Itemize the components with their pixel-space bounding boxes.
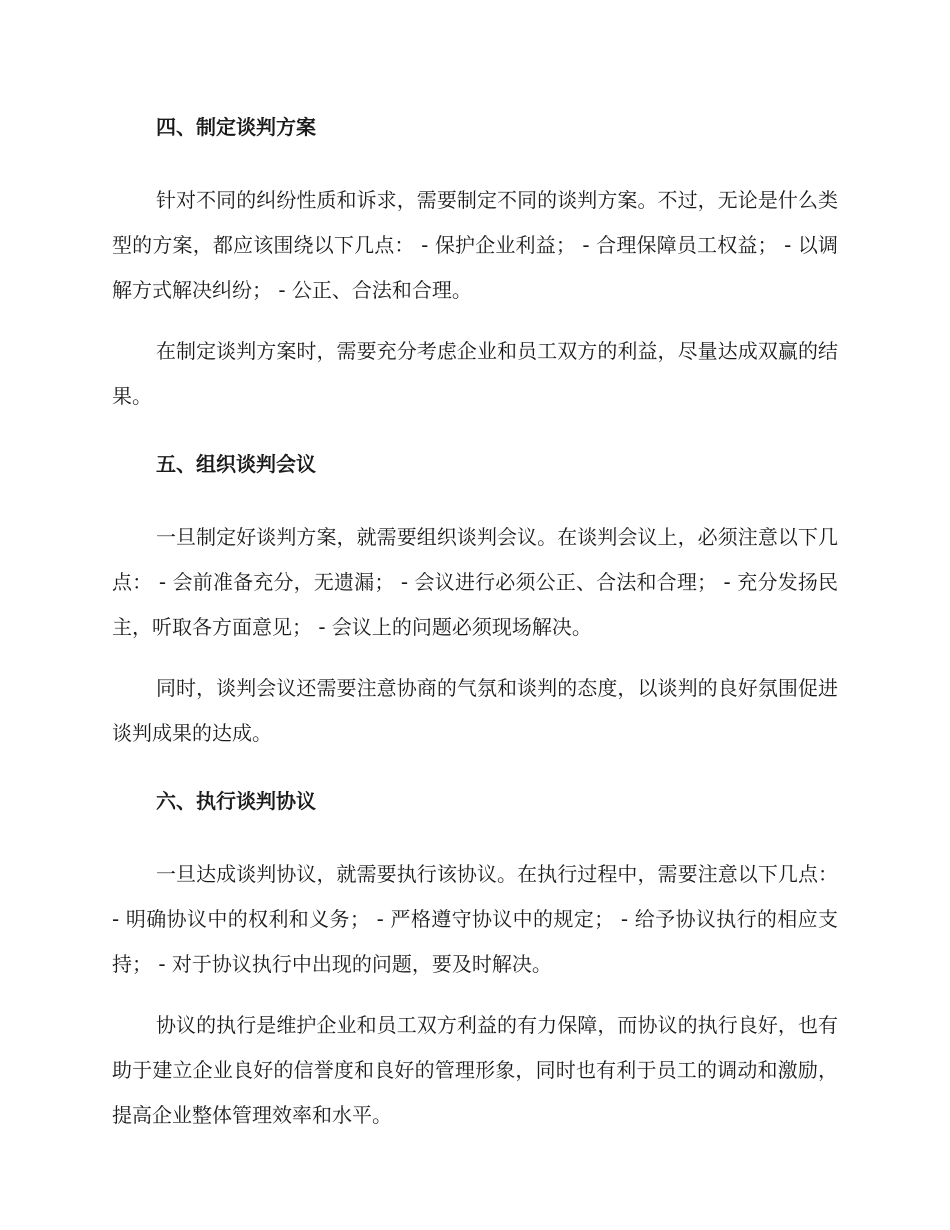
paragraph: 一旦制定好谈判方案，就需要组织谈判会议。在谈判会议上，必须注意以下几点： - 会前准备充分，无遗漏； - 会议进行必须公正、合法和合理； - 充分发扬民主，听取各方面意见； - 会议上的问题必须现场解决。 [112,525,838,639]
section-heading-6: 六、执行谈判协议 [156,789,316,813]
paragraph: 同时，谈判会议还需要注意协商的气氛和谈判的态度，以谈判的良好氛围促进谈判成果的达成。 [112,676,838,745]
section-heading-5: 五、组织谈判会议 [156,452,316,476]
section-heading-4: 四、制定谈判方案 [156,115,316,139]
paragraph: 协议的执行是维护企业和员工双方利益的有力保障，而协议的执行良好，也有助于建立企业良好的信誉度和良好的管理形象，同时也有利于员工的调动和激励，提高企业整体管理效率和水平。 [112,1013,838,1127]
paragraph: 针对不同的纠纷性质和诉求，需要制定不同的谈判方案。不过，无论是什么类型的方案，都应该围绕以下几点： - 保护企业利益； - 合理保障员工权益； - 以调解方式解决纠纷； - 公正、合法和合理。 [112,188,838,302]
paragraph: 一旦达成谈判协议，就需要执行该协议。在执行过程中，需要注意以下几点： - 明确协议中的权利和义务； - 严格遵守协议中的规定； - 给予协议执行的相应支持； - 对于协议执行中出现的问题，要及时解决。 [112,862,838,976]
paragraph: 在制定谈判方案时，需要充分考虑企业和员工双方的利益，尽量达成双赢的结果。 [112,339,838,408]
